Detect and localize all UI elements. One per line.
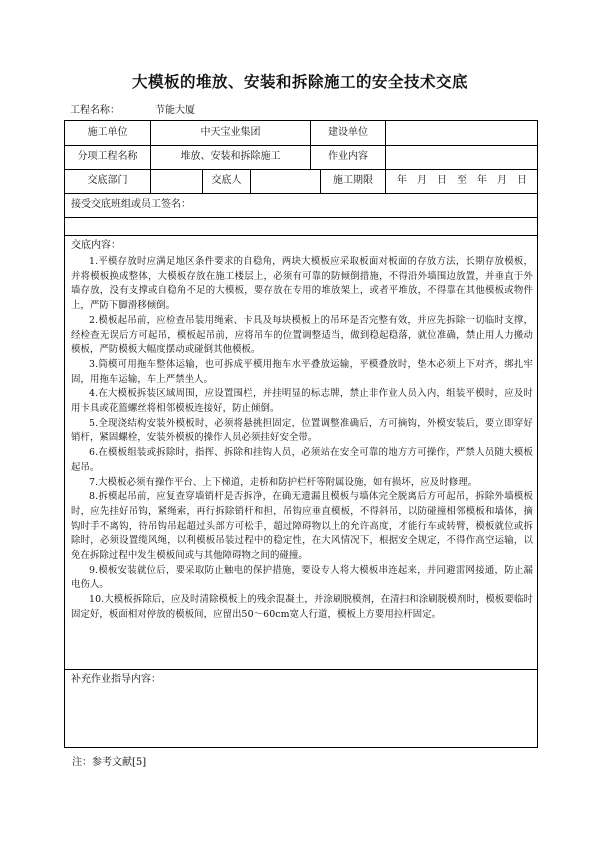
content-paragraph: 6.在模板组装或拆除时，指挥、拆除和挂钩人员，必须站在安全可靠的地方方可操作，严禁人员随大模板起吊。 — [71, 447, 533, 473]
row-divider — [65, 669, 537, 670]
content-paragraph: 9.模板安装就位后，要采取防止触电的保护措施，要设专人将大模板串连起来，并同避雷网接通，防止漏电伤人。 — [71, 564, 533, 591]
content-paragraph: 3.筒模可用拖车整体运输，也可拆成平模用拖车水平叠放运输，平模叠放时，垫木必须上下对齐，绑扎牢固，用拖车运输，车上严禁坐人。 — [71, 358, 533, 385]
work-content-label: 作业内容 — [328, 151, 368, 162]
project-name-value: 节能大厦 — [155, 105, 195, 116]
signature-label: 接受交底班组或员工签名： — [71, 199, 191, 210]
disclosure-content — [71, 255, 533, 623]
content-paragraph: 8.拆模起吊前，应复查穿墙销杆是否拆净，在确无遗漏且模板与墙体完全脱离后方可起吊，拆除外墙模板时，应先挂好吊钩，紧绳索，再行拆除销杆和担，吊钩应垂直模板，不得斜吊，以防碰撞相邻模板和墙体，摘钩时手不离钩，待吊钩吊起超过头部方可松手，超过障碍物以上的允许高度，才能行车或转臂，模板就位或拆除时，必须设置缆风绳，以利模板吊装过程中的稳定性，在大风情况下，根据安全规定，不得作高空运输，以免在拆除过程中发生模板间或与其他障碍物之间的碰撞。 — [71, 491, 533, 562]
supplement-label: 补充作业指导内容： — [71, 674, 161, 685]
reference-note: 注：参考文献[5] — [72, 757, 147, 768]
work-content-value — [386, 145, 538, 169]
dept-label: 交底部门 — [87, 175, 128, 186]
content-paragraph: 10.大模板拆除后，应及时清除模板上的残余混凝土，并涂刷脱模剂，在清扫和涂刷脱模剂时，模板要临时固定好，板面相对停放的模板间，应留出50～60cm宽人行道，模板上方要用拉杆固定。 — [71, 594, 533, 620]
build-unit-value — [386, 121, 538, 145]
row-divider — [65, 217, 537, 218]
sub-project-label: 分项工程名称 — [77, 151, 138, 162]
content-paragraph: 4.在大模板拆装区域周围，应设置围栏，并挂明显的标志牌，禁止非作业人员入内，组装平模时，应及时用卡具或花篮螺丝将相邻模板连接好，防止倾倒。 — [71, 388, 533, 415]
construction-unit-value: 中天宝业集团 — [200, 127, 261, 138]
content-label: 交底内容： — [71, 240, 121, 251]
content-paragraph: 7.大模板必须有操作平台、上下梯道，走桥和防护栏杆等附属设施，如有损坏，应及时修理。 — [89, 476, 478, 488]
content-paragraph: 2.模板起吊前，应检查吊装用绳索、卡具及每块模板上的吊环是否完整有效，并应先拆除一切临时支撑，经检查无误后方可起吊，模板起吊前，应将吊车的位置调整适当，做到稳起稳落，就位准确，禁止用人力搬动模板，严防模板大幅度摆动或碰倒其他模板。 — [71, 314, 533, 356]
content-paragraph: 5.全现浇结构安装外模板时，必须将悬挑担固定，位置调整准确后，方可摘钩，外模安装后，要立即穿好销杆，紧固螺栓，安装外模板的操作人员必须挂好安全带。 — [71, 417, 533, 444]
dept-value — [151, 169, 202, 193]
build-unit-label: 建设单位 — [328, 127, 368, 138]
period-value: 年 月 日 至 年 月 日 — [397, 175, 527, 186]
person-label: 交底人 — [211, 175, 242, 186]
row-divider — [65, 193, 537, 194]
construction-unit-label: 施工单位 — [87, 127, 128, 138]
period-label: 施工期限 — [333, 175, 373, 186]
person-value — [251, 169, 320, 193]
sub-project-value: 堆放、安装和拆除施工 — [180, 151, 281, 162]
page-title: 大模板的堆放、安装和拆除施工的安全技术交底 — [131, 72, 468, 91]
disclosure-form-table — [64, 120, 538, 748]
project-name-label: 工程名称： — [70, 105, 120, 116]
row-divider — [65, 235, 537, 236]
content-paragraph: 1.平模存放时应满足地区条件要求的自稳角，两块大模板应采取板面对板面的存放方法，长期存放模板，并将模板换成整体，大模板存放在施工楼层上，必须有可靠的防倾倒措施，不得沿外墙围边放置，并垂直于外墙存放，没有支撑或自稳角不足的大模板，要存放在专用的堆放架上，或者平堆放，不得靠在其他模板或物件上，严防下脚滑移倾倒。 — [71, 256, 533, 312]
